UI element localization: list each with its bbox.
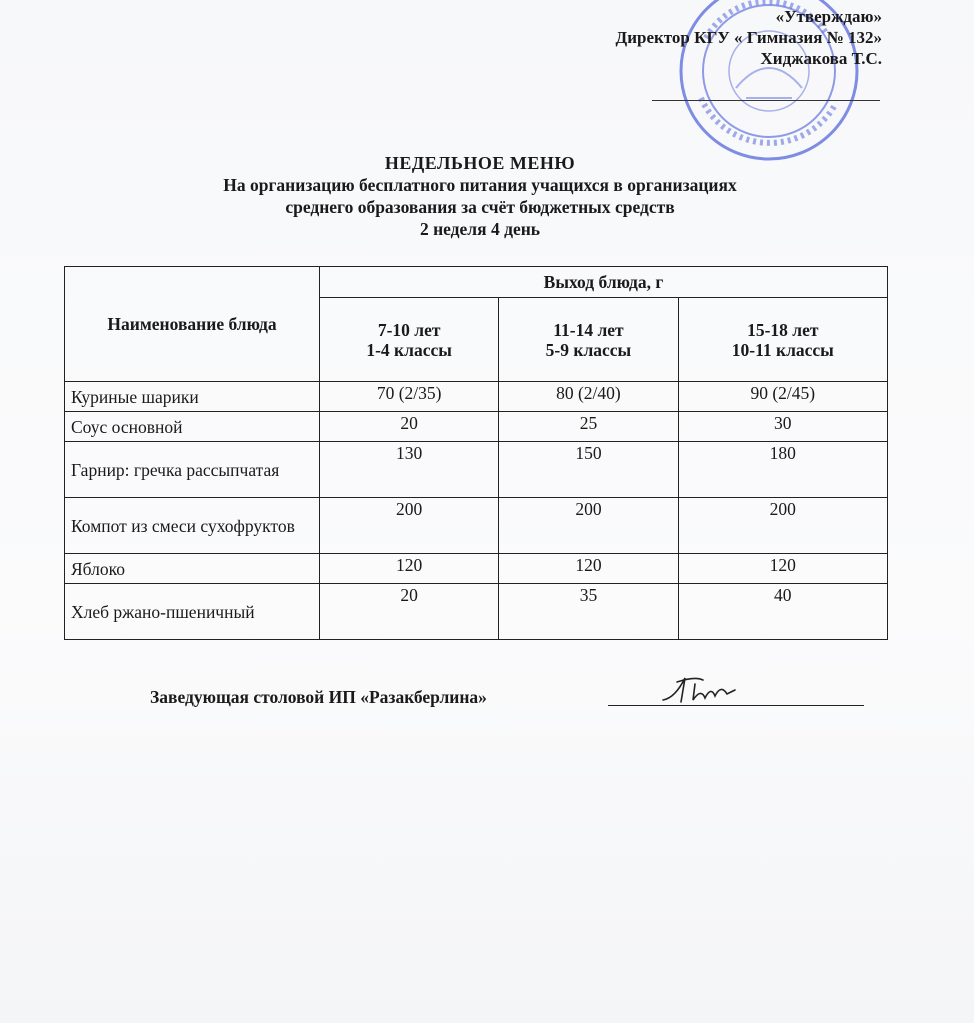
approval-heading: «Утверждаю» [775,7,882,26]
approval-name: Хиджакова Т.С. [760,49,882,68]
grades-label: 1-4 классы [366,339,452,360]
table-row [65,498,888,554]
dish-name: Яблоко [65,554,320,584]
age-label: 15-18 лет [747,319,819,340]
dish-name: Компот из смеси сухофруктов [65,498,320,554]
week-day-label: 2 неделя 4 день [419,219,541,239]
grades-label: 10-11 классы [731,339,834,360]
document-title-block [100,152,860,240]
table-row [65,584,888,640]
yield-value: 25 [499,412,678,442]
yield-value: 120 [678,554,887,584]
grades-label: 5-9 классы [545,339,632,360]
yield-value: 30 [678,412,887,442]
approval-director: Директор КГУ « Гимназия № 132» [615,28,882,47]
document-subtitle-2: среднего образования за счёт бюджетных средств [285,197,675,217]
header-yield: Выход блюда, г [320,267,888,298]
yield-value: 20 [320,412,499,442]
yield-value: 90 (2/45) [678,382,887,412]
header-age-group [320,298,499,382]
header-age-group [499,298,678,382]
approval-signature-line [652,100,880,101]
header-age-group [678,298,887,382]
yield-value: 200 [678,498,887,554]
age-label: 11-14 лет [553,319,624,340]
yield-value: 200 [320,498,499,554]
dish-name: Соус основной [65,412,320,442]
age-label: 7-10 лет [377,319,441,340]
approval-block [616,6,882,69]
dish-name: Гарнир: гречка рассыпчатая [65,442,320,498]
yield-value: 20 [320,584,499,640]
yield-value: 150 [499,442,678,498]
yield-value: 120 [320,554,499,584]
yield-value: 130 [320,442,499,498]
header-dish-name: Наименование блюда [65,267,320,382]
dish-name: Куриные шарики [65,382,320,412]
table-row [65,412,888,442]
menu-table [64,266,888,640]
dish-name: Хлеб ржано-пшеничный [65,584,320,640]
document-title: НЕДЕЛЬНОЕ МЕНЮ [384,153,576,173]
table-row [65,382,888,412]
yield-value: 70 (2/35) [320,382,499,412]
table-row [65,442,888,498]
yield-value: 80 (2/40) [499,382,678,412]
yield-value: 180 [678,442,887,498]
yield-value: 40 [678,584,887,640]
signature-label: Заведующая столовой ИП «Разакберлина» [150,687,487,707]
yield-value: 35 [499,584,678,640]
table-row [65,554,888,584]
yield-value: 200 [499,498,678,554]
handwritten-signature [655,670,745,710]
document-subtitle-1: На организацию бесплатного питания учащихся в организациях [223,175,737,195]
yield-value: 120 [499,554,678,584]
